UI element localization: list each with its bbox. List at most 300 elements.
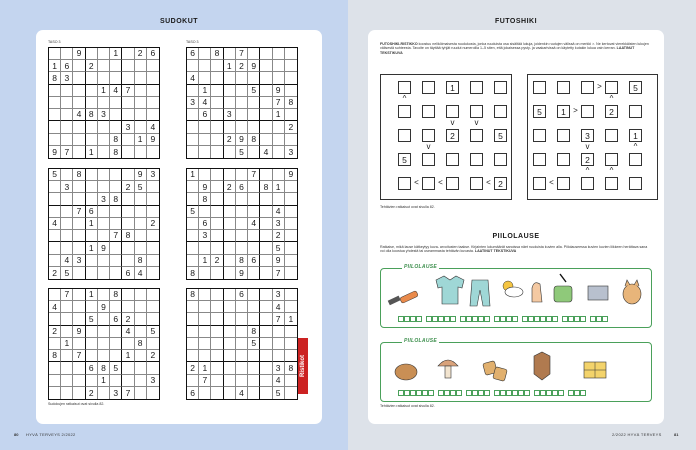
sudoku-cell[interactable] xyxy=(110,97,122,109)
sudoku-cell[interactable] xyxy=(98,134,110,146)
sudoku-cell[interactable] xyxy=(49,85,61,97)
futoshiki-cell[interactable] xyxy=(557,81,570,94)
sudoku-cell[interactable] xyxy=(73,218,85,230)
sudoku-cell[interactable] xyxy=(73,267,85,279)
sudoku-cell[interactable] xyxy=(260,255,272,267)
sudoku-cell[interactable] xyxy=(199,267,211,279)
sudoku-cell[interactable] xyxy=(98,387,110,399)
sudoku-cell[interactable]: 9 xyxy=(199,181,211,193)
sudoku-cell[interactable]: 9 xyxy=(73,48,85,60)
sudoku-cell[interactable]: 1 xyxy=(199,85,211,97)
sudoku-cell[interactable] xyxy=(135,387,147,399)
sudoku-cell[interactable] xyxy=(73,146,85,158)
sudoku-cell[interactable]: 7 xyxy=(110,230,122,242)
sudoku-cell[interactable] xyxy=(224,121,236,133)
sudoku-cell[interactable] xyxy=(236,326,248,338)
sudoku-cell[interactable] xyxy=(147,97,159,109)
sudoku-cell[interactable]: 6 xyxy=(110,313,122,325)
sudoku-cell[interactable]: 8 xyxy=(73,169,85,181)
sudoku-cell[interactable] xyxy=(98,267,110,279)
sudoku-cell[interactable]: 4 xyxy=(49,218,61,230)
sudoku-cell[interactable]: 3 xyxy=(147,375,159,387)
sudoku-cell[interactable] xyxy=(187,85,199,97)
sudoku-cell[interactable] xyxy=(135,313,147,325)
sudoku-cell[interactable] xyxy=(187,146,199,158)
futoshiki-cell[interactable] xyxy=(470,81,483,94)
sudoku-cell[interactable] xyxy=(285,48,297,60)
sudoku-cell[interactable] xyxy=(260,206,272,218)
sudoku-cell[interactable] xyxy=(73,387,85,399)
sudoku-cell[interactable] xyxy=(248,230,260,242)
sudoku-cell[interactable]: 8 xyxy=(285,97,297,109)
sudoku-cell[interactable] xyxy=(135,350,147,362)
sudoku-cell[interactable]: 9 xyxy=(273,85,285,97)
sudoku-cell[interactable] xyxy=(73,72,85,84)
sudoku-cell[interactable] xyxy=(224,255,236,267)
sudoku-cell[interactable] xyxy=(248,375,260,387)
sudoku-cell[interactable]: 8 xyxy=(110,193,122,205)
sudoku-cell[interactable]: 5 xyxy=(86,313,98,325)
sudoku-cell[interactable] xyxy=(122,362,134,374)
sudoku-cell[interactable] xyxy=(211,313,223,325)
futoshiki-cell[interactable] xyxy=(629,177,642,190)
answer-letter-box[interactable] xyxy=(558,390,564,396)
sudoku-cell[interactable] xyxy=(187,193,199,205)
sudoku-cell[interactable] xyxy=(260,350,272,362)
sudoku-cell[interactable]: 2 xyxy=(273,230,285,242)
sudoku-cell[interactable] xyxy=(224,387,236,399)
sudoku-cell[interactable] xyxy=(248,181,260,193)
sudoku-cell[interactable] xyxy=(199,387,211,399)
sudoku-cell[interactable] xyxy=(236,97,248,109)
sudoku-cell[interactable]: 5 xyxy=(135,181,147,193)
sudoku-cell[interactable] xyxy=(110,109,122,121)
sudoku-cell[interactable]: 8 xyxy=(110,134,122,146)
sudoku-cell[interactable] xyxy=(122,218,134,230)
sudoku-cell[interactable]: 6 xyxy=(236,181,248,193)
sudoku-cell[interactable]: 2 xyxy=(86,387,98,399)
futoshiki-cell[interactable] xyxy=(533,129,546,142)
sudoku-cell[interactable] xyxy=(86,301,98,313)
sudoku-cell[interactable] xyxy=(187,218,199,230)
sudoku-cell[interactable]: 9 xyxy=(236,267,248,279)
sudoku-cell[interactable] xyxy=(260,109,272,121)
sudoku-cell[interactable]: 4 xyxy=(273,375,285,387)
sudoku-cell[interactable]: 6 xyxy=(61,60,73,72)
sudoku-cell[interactable]: 2 xyxy=(236,60,248,72)
sudoku-cell[interactable] xyxy=(135,121,147,133)
sudoku-cell[interactable]: 6 xyxy=(199,218,211,230)
sudoku-cell[interactable] xyxy=(236,72,248,84)
sudoku-cell[interactable] xyxy=(61,375,73,387)
sudoku-cell[interactable] xyxy=(199,60,211,72)
sudoku-cell[interactable]: 5 xyxy=(49,169,61,181)
sudoku-cell[interactable]: 7 xyxy=(199,375,211,387)
sudoku-cell[interactable] xyxy=(211,193,223,205)
sudoku-cell[interactable] xyxy=(147,193,159,205)
sudoku-cell[interactable] xyxy=(147,301,159,313)
sudoku-cell[interactable] xyxy=(260,134,272,146)
sudoku-cell[interactable] xyxy=(86,338,98,350)
sudoku-cell[interactable] xyxy=(122,375,134,387)
sudoku-cell[interactable] xyxy=(199,146,211,158)
sudoku-cell[interactable] xyxy=(147,289,159,301)
sudoku-cell[interactable] xyxy=(122,301,134,313)
sudoku-cell[interactable] xyxy=(211,206,223,218)
sudoku-cell[interactable] xyxy=(187,301,199,313)
sudoku-cell[interactable]: 6 xyxy=(199,109,211,121)
futoshiki-cell[interactable] xyxy=(422,129,435,142)
sudoku-cell[interactable] xyxy=(236,338,248,350)
sudoku-cell[interactable] xyxy=(49,134,61,146)
sudoku-cell[interactable]: 1 xyxy=(187,169,199,181)
sudoku-cell[interactable]: 6 xyxy=(187,387,199,399)
sudoku-cell[interactable] xyxy=(285,85,297,97)
answer-letter-box[interactable] xyxy=(484,390,490,396)
sudoku-cell[interactable]: 5 xyxy=(273,242,285,254)
futoshiki-cell[interactable]: 5 xyxy=(629,81,642,94)
sudoku-cell[interactable] xyxy=(224,375,236,387)
sudoku-cell[interactable]: 4 xyxy=(122,326,134,338)
sudoku-cell[interactable] xyxy=(248,206,260,218)
sudoku-cell[interactable] xyxy=(98,97,110,109)
sudoku-cell[interactable] xyxy=(73,97,85,109)
sudoku-cell[interactable] xyxy=(211,121,223,133)
sudoku-cell[interactable] xyxy=(122,169,134,181)
sudoku-cell[interactable] xyxy=(285,134,297,146)
sudoku-cell[interactable]: 2 xyxy=(147,218,159,230)
sudoku-cell[interactable] xyxy=(260,375,272,387)
sudoku-cell[interactable]: 8 xyxy=(135,338,147,350)
futoshiki-cell[interactable] xyxy=(557,177,570,190)
futoshiki-cell[interactable] xyxy=(494,105,507,118)
sudoku-cell[interactable] xyxy=(61,218,73,230)
sudoku-cell[interactable] xyxy=(285,242,297,254)
sudoku-cell[interactable] xyxy=(248,350,260,362)
sudoku-cell[interactable] xyxy=(49,97,61,109)
sudoku-cell[interactable]: 5 xyxy=(187,206,199,218)
futoshiki-cell[interactable] xyxy=(422,81,435,94)
sudoku-cell[interactable] xyxy=(211,72,223,84)
sudoku-cell[interactable]: 8 xyxy=(187,289,199,301)
sudoku-cell[interactable] xyxy=(211,338,223,350)
sudoku-cell[interactable]: 8 xyxy=(122,230,134,242)
futoshiki-cell[interactable] xyxy=(446,153,459,166)
futoshiki-cell[interactable]: 5 xyxy=(398,153,411,166)
sudoku-cell[interactable]: 1 xyxy=(61,338,73,350)
futoshiki-cell[interactable] xyxy=(557,153,570,166)
sudoku-cell[interactable] xyxy=(147,338,159,350)
futoshiki-cell[interactable] xyxy=(398,129,411,142)
sudoku-cell[interactable] xyxy=(224,326,236,338)
sudoku-cell[interactable] xyxy=(285,181,297,193)
sudoku-cell[interactable] xyxy=(110,206,122,218)
sudoku-cell[interactable] xyxy=(285,326,297,338)
sudoku-cell[interactable] xyxy=(147,72,159,84)
sudoku-cell[interactable]: 9 xyxy=(49,146,61,158)
sudoku-cell[interactable] xyxy=(285,350,297,362)
sudoku-cell[interactable] xyxy=(98,313,110,325)
sudoku-cell[interactable] xyxy=(187,230,199,242)
sudoku-cell[interactable] xyxy=(248,97,260,109)
sudoku-cell[interactable] xyxy=(135,206,147,218)
sudoku-cell[interactable] xyxy=(86,326,98,338)
futoshiki-cell[interactable] xyxy=(581,105,594,118)
sudoku-cell[interactable] xyxy=(187,134,199,146)
sudoku-cell[interactable] xyxy=(224,85,236,97)
sudoku-cell[interactable] xyxy=(273,350,285,362)
sudoku-cell[interactable]: 5 xyxy=(248,338,260,350)
sudoku-cell[interactable] xyxy=(61,242,73,254)
sudoku-cell[interactable] xyxy=(98,146,110,158)
sudoku-cell[interactable] xyxy=(285,267,297,279)
sudoku-cell[interactable] xyxy=(135,375,147,387)
answer-letter-box[interactable] xyxy=(484,316,490,322)
sudoku-cell[interactable] xyxy=(61,121,73,133)
sudoku-cell[interactable]: 9 xyxy=(98,242,110,254)
sudoku-cell[interactable] xyxy=(135,230,147,242)
sudoku-cell[interactable] xyxy=(260,267,272,279)
sudoku-cell[interactable] xyxy=(73,230,85,242)
sudoku-cell[interactable] xyxy=(73,121,85,133)
sudoku-cell[interactable] xyxy=(49,121,61,133)
sudoku-cell[interactable] xyxy=(260,60,272,72)
sudoku-cell[interactable] xyxy=(260,121,272,133)
sudoku-cell[interactable] xyxy=(273,169,285,181)
sudoku-cell[interactable]: 7 xyxy=(273,97,285,109)
sudoku-cell[interactable] xyxy=(49,206,61,218)
sudoku-cell[interactable] xyxy=(147,255,159,267)
sudoku-cell[interactable] xyxy=(187,326,199,338)
futoshiki-cell[interactable] xyxy=(605,129,618,142)
sudoku-cell[interactable] xyxy=(73,289,85,301)
sudoku-cell[interactable]: 7 xyxy=(122,387,134,399)
sudoku-cell[interactable] xyxy=(285,206,297,218)
answer-letter-box[interactable] xyxy=(524,390,530,396)
sudoku-cell[interactable]: 7 xyxy=(248,169,260,181)
sudoku-cell[interactable] xyxy=(86,121,98,133)
sudoku-cell[interactable] xyxy=(260,218,272,230)
sudoku-cell[interactable] xyxy=(224,242,236,254)
sudoku-cell[interactable]: 8 xyxy=(187,267,199,279)
futoshiki-cell[interactable] xyxy=(470,105,483,118)
sudoku-cell[interactable]: 1 xyxy=(86,289,98,301)
sudoku-cell[interactable] xyxy=(86,193,98,205)
sudoku-cell[interactable] xyxy=(147,206,159,218)
sudoku-cell[interactable] xyxy=(49,338,61,350)
sudoku-cell[interactable] xyxy=(260,48,272,60)
sudoku-cell[interactable] xyxy=(73,60,85,72)
sudoku-cell[interactable]: 9 xyxy=(147,134,159,146)
sudoku-cell[interactable] xyxy=(49,48,61,60)
sudoku-cell[interactable] xyxy=(224,169,236,181)
sudoku-cell[interactable] xyxy=(122,146,134,158)
sudoku-cell[interactable]: 4 xyxy=(260,146,272,158)
sudoku-cell[interactable] xyxy=(248,146,260,158)
sudoku-cell[interactable] xyxy=(236,121,248,133)
sudoku-cell[interactable] xyxy=(110,72,122,84)
sudoku-cell[interactable] xyxy=(135,289,147,301)
sudoku-cell[interactable] xyxy=(285,375,297,387)
sudoku-cell[interactable] xyxy=(110,326,122,338)
sudoku-cell[interactable]: 2 xyxy=(122,181,134,193)
sudoku-cell[interactable] xyxy=(49,375,61,387)
sudoku-cell[interactable]: 9 xyxy=(285,169,297,181)
sudoku-cell[interactable] xyxy=(236,85,248,97)
sudoku-cell[interactable] xyxy=(135,60,147,72)
sudoku-cell[interactable] xyxy=(61,230,73,242)
sudoku-cell[interactable]: 5 xyxy=(61,267,73,279)
sudoku-cell[interactable]: 7 xyxy=(73,206,85,218)
futoshiki-cell[interactable] xyxy=(533,81,546,94)
sudoku-cell[interactable] xyxy=(187,338,199,350)
sudoku-cell[interactable]: 1 xyxy=(49,60,61,72)
sudoku-cell[interactable] xyxy=(211,301,223,313)
sudoku-cell[interactable]: 1 xyxy=(98,375,110,387)
sudoku-cell[interactable] xyxy=(236,109,248,121)
sudoku-cell[interactable] xyxy=(61,109,73,121)
sudoku-cell[interactable]: 8 xyxy=(49,72,61,84)
sudoku-cell[interactable] xyxy=(273,48,285,60)
sudoku-cell[interactable] xyxy=(199,326,211,338)
sudoku-cell[interactable] xyxy=(285,289,297,301)
sudoku-cell[interactable]: 1 xyxy=(285,313,297,325)
sudoku-cell[interactable]: 7 xyxy=(273,267,285,279)
sudoku-cell[interactable] xyxy=(49,387,61,399)
sudoku-cell[interactable] xyxy=(86,181,98,193)
sudoku-cell[interactable]: 5 xyxy=(147,326,159,338)
sudoku-cell[interactable] xyxy=(98,338,110,350)
sudoku-cell[interactable] xyxy=(260,362,272,374)
sudoku-cell[interactable] xyxy=(199,338,211,350)
futoshiki-cell[interactable] xyxy=(494,153,507,166)
sudoku-cell[interactable]: 3 xyxy=(273,289,285,301)
sudoku-cell[interactable] xyxy=(224,362,236,374)
sudoku-cell[interactable]: 3 xyxy=(61,181,73,193)
futoshiki-cell[interactable] xyxy=(398,177,411,190)
sudoku-cell[interactable]: 8 xyxy=(49,350,61,362)
futoshiki-cell[interactable] xyxy=(422,105,435,118)
sudoku-cell[interactable] xyxy=(211,60,223,72)
sudoku-cell[interactable] xyxy=(248,72,260,84)
sudoku-cell[interactable]: 3 xyxy=(199,230,211,242)
sudoku-cell[interactable] xyxy=(199,301,211,313)
sudoku-cell[interactable] xyxy=(236,206,248,218)
futoshiki-cell[interactable] xyxy=(533,177,546,190)
answer-letter-box[interactable] xyxy=(602,316,608,322)
sudoku-cell[interactable] xyxy=(73,85,85,97)
sudoku-cell[interactable] xyxy=(285,301,297,313)
futoshiki-cell[interactable] xyxy=(422,177,435,190)
futoshiki-cell[interactable]: 1 xyxy=(629,129,642,142)
sudoku-cell[interactable]: 7 xyxy=(122,85,134,97)
sudoku-cell[interactable] xyxy=(285,387,297,399)
sudoku-cell[interactable]: 1 xyxy=(86,146,98,158)
sudoku-cell[interactable]: 3 xyxy=(98,193,110,205)
sudoku-cell[interactable] xyxy=(61,97,73,109)
futoshiki-cell[interactable]: 1 xyxy=(557,105,570,118)
sudoku-cell[interactable]: 8 xyxy=(135,255,147,267)
sudoku-cell[interactable] xyxy=(211,375,223,387)
sudoku-cell[interactable] xyxy=(86,97,98,109)
sudoku-cell[interactable]: 8 xyxy=(211,48,223,60)
sudoku-cell[interactable] xyxy=(135,193,147,205)
sudoku-cell[interactable] xyxy=(273,146,285,158)
sudoku-cell[interactable] xyxy=(49,109,61,121)
futoshiki-cell[interactable] xyxy=(446,105,459,118)
sudoku-cell[interactable]: 9 xyxy=(135,169,147,181)
sudoku-cell[interactable] xyxy=(199,134,211,146)
sudoku-cell[interactable] xyxy=(199,206,211,218)
sudoku-cell[interactable] xyxy=(260,193,272,205)
sudoku-cell[interactable]: 4 xyxy=(248,218,260,230)
sudoku-cell[interactable]: 1 xyxy=(273,109,285,121)
sudoku-cell[interactable] xyxy=(86,169,98,181)
sudoku-cell[interactable] xyxy=(224,230,236,242)
futoshiki-cell[interactable] xyxy=(581,81,594,94)
futoshiki-cell[interactable]: 3 xyxy=(581,129,594,142)
sudoku-cell[interactable] xyxy=(285,72,297,84)
sudoku-cell[interactable] xyxy=(224,97,236,109)
sudoku-cell[interactable] xyxy=(61,134,73,146)
sudoku-cell[interactable]: 2 xyxy=(49,326,61,338)
sudoku-cell[interactable] xyxy=(98,181,110,193)
sudoku-cell[interactable] xyxy=(98,206,110,218)
sudoku-cell[interactable]: 2 xyxy=(211,255,223,267)
sudoku-cell[interactable] xyxy=(61,169,73,181)
futoshiki-cell[interactable] xyxy=(605,153,618,166)
sudoku-cell[interactable] xyxy=(260,313,272,325)
sudoku-cell[interactable] xyxy=(248,362,260,374)
answer-letter-box[interactable] xyxy=(456,390,462,396)
sudoku-cell[interactable] xyxy=(273,72,285,84)
sudoku-cell[interactable]: 4 xyxy=(49,301,61,313)
sudoku-cell[interactable]: 8 xyxy=(236,255,248,267)
sudoku-cell[interactable]: 2 xyxy=(135,48,147,60)
sudoku-cell[interactable] xyxy=(260,72,272,84)
sudoku-cell[interactable] xyxy=(211,134,223,146)
futoshiki-cell[interactable] xyxy=(494,81,507,94)
sudoku-cell[interactable] xyxy=(135,72,147,84)
sudoku-cell[interactable] xyxy=(211,326,223,338)
sudoku-cell[interactable]: 8 xyxy=(110,146,122,158)
sudoku-cell[interactable] xyxy=(187,350,199,362)
answer-letter-box[interactable] xyxy=(552,316,558,322)
sudoku-cell[interactable]: 3 xyxy=(187,97,199,109)
sudoku-cell[interactable]: 8 xyxy=(199,193,211,205)
sudoku-cell[interactable] xyxy=(122,134,134,146)
sudoku-cell[interactable] xyxy=(73,338,85,350)
sudoku-cell[interactable]: 2 xyxy=(86,60,98,72)
futoshiki-cell[interactable]: 2 xyxy=(581,153,594,166)
sudoku-cell[interactable] xyxy=(260,169,272,181)
sudoku-cell[interactable] xyxy=(110,169,122,181)
sudoku-cell[interactable]: 9 xyxy=(73,326,85,338)
sudoku-cell[interactable] xyxy=(122,242,134,254)
sudoku-cell[interactable]: 9 xyxy=(273,255,285,267)
futoshiki-cell[interactable] xyxy=(533,153,546,166)
sudoku-cell[interactable] xyxy=(187,375,199,387)
sudoku-cell[interactable] xyxy=(224,289,236,301)
sudoku-cell[interactable] xyxy=(211,85,223,97)
sudoku-cell[interactable] xyxy=(211,267,223,279)
sudoku-cell[interactable] xyxy=(110,60,122,72)
sudoku-cell[interactable]: 4 xyxy=(147,121,159,133)
sudoku-cell[interactable] xyxy=(260,301,272,313)
sudoku-cell[interactable] xyxy=(61,85,73,97)
sudoku-cell[interactable] xyxy=(110,301,122,313)
sudoku-cell[interactable] xyxy=(61,206,73,218)
